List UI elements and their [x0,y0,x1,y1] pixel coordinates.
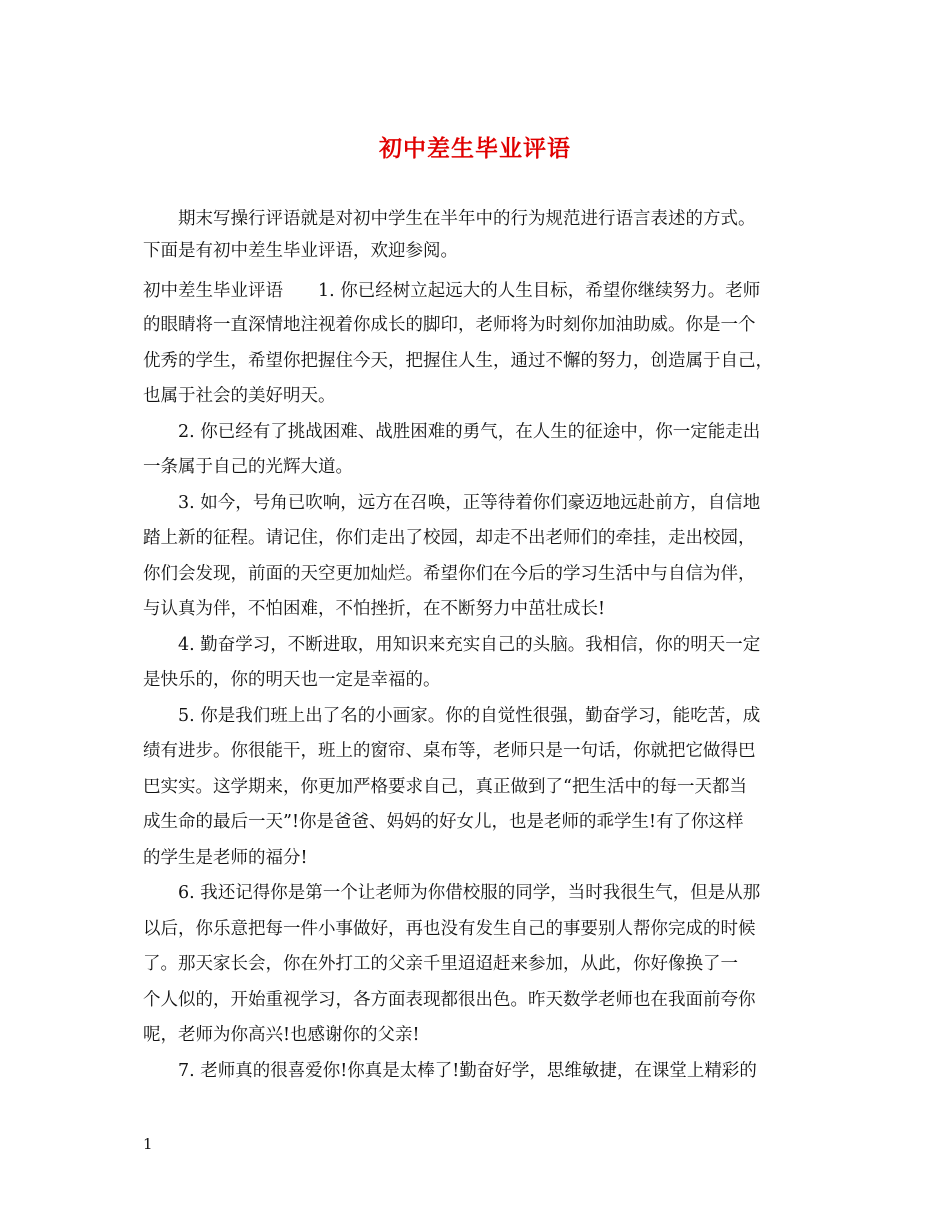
comment-5-line-4: 成生命的最后一天”!你是爸爸、妈妈的好女儿，也是老师的乖学生!有了你这样 [143,812,744,832]
intro-line-1: 期末写操行评语就是对初中学生在半年中的行为规范进行语言表述的方式。 [178,209,756,229]
page-number: 1 [143,1135,153,1153]
comment-7-line-1: 7. 老师真的很喜爱你!你真是太棒了!勤奋好学，思维敏捷，在课堂上精彩的 [178,1061,757,1081]
comment-2-line-1: 2. 你已经有了挑战困难、战胜困难的勇气，在人生的征途中，你一定能走出 [178,422,761,442]
comment-4-line-1: 4. 勤奋学习，不断进取，用知识来充实自己的头脑。我相信，你的明天一定 [178,635,761,655]
comment-5-line-2: 绩有进步。你很能干，班上的窗帘、桌布等，老师只是一句话，你就把它做得巴 [143,741,756,761]
comment-1-line-2: 的眼睛将一直深情地注视着你成长的脚印，老师将为时刻你加油助威。你是一个 [143,315,756,335]
comment-6-line-5: 呢，老师为你高兴!也感谢你的父亲! [143,1025,420,1045]
comment-5-line-3: 巴实实。这学期来，你更加严格要求自己，真正做到了“把生活中的每一天都当 [143,777,747,797]
comment-6-line-2: 以后，你乐意把每一件小事做好，再也没有发生自己的事要别人帮你完成的时候 [143,919,756,939]
comment-6-line-1: 6. 我还记得你是第一个让老师为你借校服的同学，当时我很生气，但是从那 [178,883,761,903]
comment-1-line-4: 也属于社会的美好明天。 [143,386,336,406]
comment-5-line-5: 的学生是老师的福分! [143,848,308,868]
comment-2-line-2: 一条属于自己的光辉大道。 [143,457,353,477]
comment-3-line-4: 与认真为伴，不怕困难，不怕挫折，在不断努力中茁壮成长! [143,599,606,619]
comment-4-line-2: 是快乐的，你的明天也一定是幸福的。 [143,670,441,690]
intro-line-2: 下面是有初中差生毕业评语，欢迎参阅。 [143,241,458,261]
document-title: 初中差生毕业评语 [379,135,571,162]
comment-3-line-3: 你们会发现，前面的天空更加灿烂。希望你们在今后的学习生活中与自信为伴， [143,564,756,584]
comment-3-line-1: 3. 如今，号角已吹响，远方在召唤，正等待着你们豪迈地远赴前方，自信地 [178,493,761,513]
comment-1-line-3: 优秀的学生，希望你把握住今天，把握住人生，通过不懈的努力，创造属于自己， [143,351,773,371]
comment-6-line-4: 个人似的，开始重视学习，各方面表现都很出色。昨天数学老师也在我面前夸你 [143,990,756,1010]
comment-6-line-3: 了。那天家长会，你在外打工的父亲千里迢迢赶来参加，从此，你好像换了一 [143,954,738,974]
comment-3-line-2: 踏上新的征程。请记住，你们走出了校园，却走不出老师们的牵挂，走出校园， [143,528,756,548]
comment-5-line-1: 5. 你是我们班上出了名的小画家。你的自觉性很强，勤奋学习，能吃苦，成 [178,706,761,726]
comment-1-line-1: 初中差生毕业评语 1. 你已经树立起远大的人生目标，希望你继续努力。老师 [143,281,761,301]
